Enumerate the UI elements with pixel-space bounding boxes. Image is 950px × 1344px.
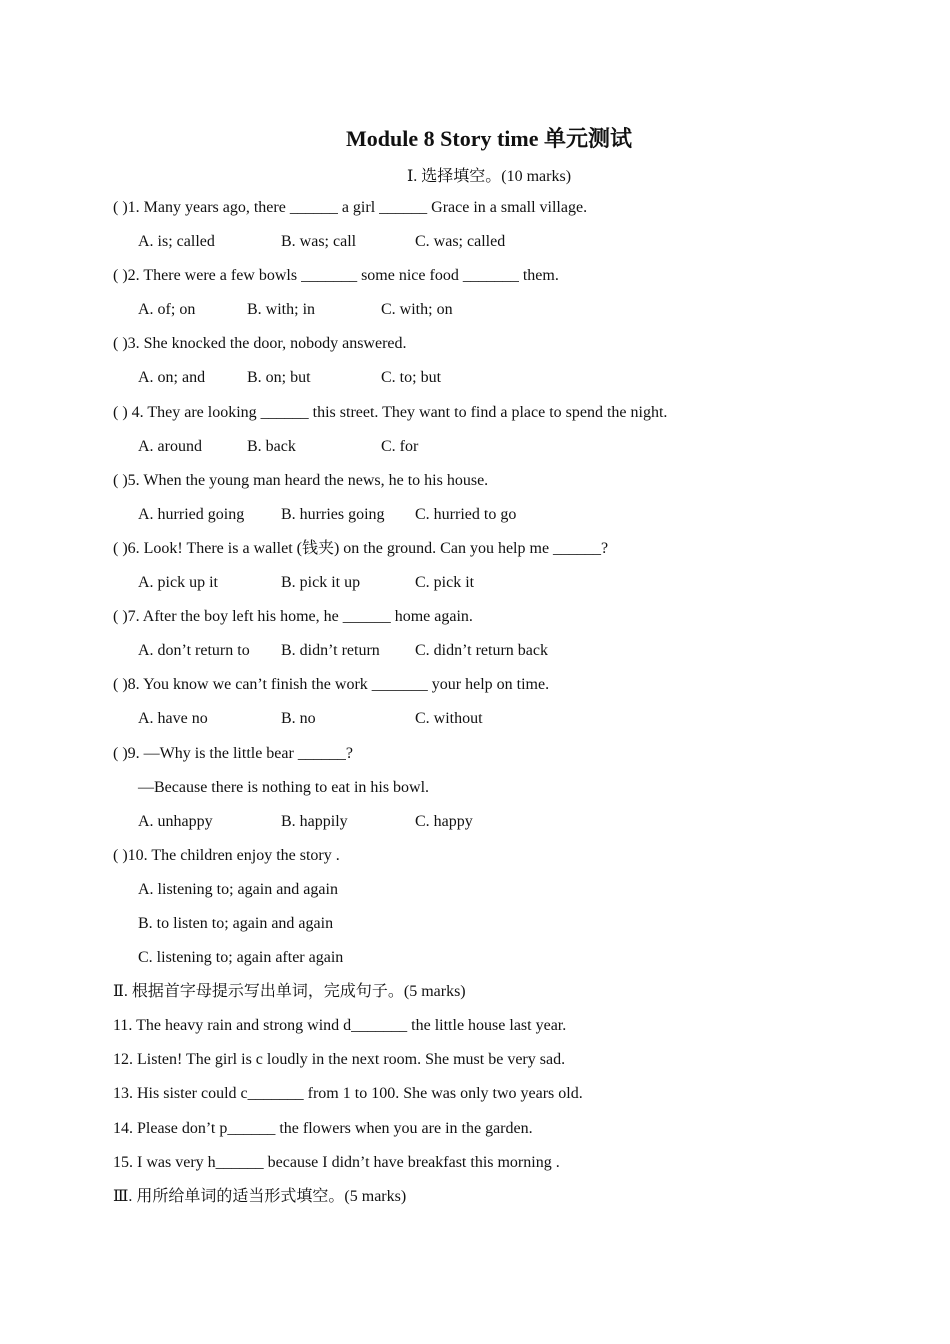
question-3-option-b: B. on; but xyxy=(247,369,311,387)
question-5-option-b: B. hurries going xyxy=(281,505,385,523)
question-9-option-b: B. happily xyxy=(281,812,348,830)
question-8-options xyxy=(113,708,873,742)
question-1-option-c: C. was; called xyxy=(415,233,506,251)
question-2-option-c: C. with; on xyxy=(381,301,453,319)
question-4-stem: ( ) 4. They are looking ______ this street. They want to find a place to spend the night. xyxy=(113,403,668,421)
question-7-option-a: A. don’t return to xyxy=(138,642,250,660)
section-2-item-14: 14. Please don’t p______ the flowers when you are in the garden. xyxy=(113,1119,533,1137)
question-5-options xyxy=(113,504,873,538)
question-8-option-a: A. have no xyxy=(138,710,208,728)
question-7-options xyxy=(113,640,873,674)
question-6-option-c: C. pick it xyxy=(415,574,475,592)
question-3-option-c: C. to; but xyxy=(381,369,442,387)
section-2-item-15: 15. I was very h______ because I didn’t have breakfast this morning . xyxy=(113,1153,560,1171)
question-5-option-c: C. hurried to go xyxy=(415,505,517,523)
question-3-stem: ( )3. She knocked the door, nobody answered. xyxy=(113,335,407,353)
question-9-stem: ( )9. —Why is the little bear ______? xyxy=(113,744,353,762)
question-1-option-a: A. is; called xyxy=(138,233,215,251)
question-4-option-c: C. for xyxy=(381,437,419,455)
section-3-heading: Ⅲ. 用所给单词的适当形式填空。(5 marks) xyxy=(113,1187,407,1205)
question-9-option-a: A. unhappy xyxy=(138,812,213,830)
question-7-stem: ( )7. After the boy left his home, he ______ home again. xyxy=(113,608,473,626)
document-body xyxy=(113,197,873,1220)
question-8-option-b: B. no xyxy=(281,710,316,728)
question-1-options xyxy=(113,231,873,265)
question-3-option-a: A. on; and xyxy=(138,369,206,387)
question-8-option-c: C. without xyxy=(415,710,483,728)
question-7-option-b: B. didn’t return xyxy=(281,642,380,660)
question-6-option-a: A. pick up it xyxy=(138,574,218,592)
question-9-option-c: C. happy xyxy=(415,812,473,830)
question-10-option-c: C. listening to; again after again xyxy=(138,949,344,967)
question-2-option-b: B. with; in xyxy=(247,301,316,319)
question-6-options xyxy=(113,572,873,606)
question-9-reply: —Because there is nothing to eat in his bowl. xyxy=(138,778,430,796)
question-8-stem: ( )8. You know we can’t finish the work _______ your help on time. xyxy=(113,676,550,694)
question-6-stem: ( )6. Look! There is a wallet (钱夹) on the ground. Can you help me ______? xyxy=(113,539,609,557)
question-10-option-a: A. listening to; again and again xyxy=(138,880,338,898)
section-2-item-11: 11. The heavy rain and strong wind d_______ the little house last year. xyxy=(113,1017,567,1035)
question-3-options xyxy=(113,367,873,401)
question-10-stem: ( )10. The children enjoy the story . xyxy=(113,846,340,864)
section-2-item-12: 12. Listen! The girl is c loudly in the next room. She must be very sad. xyxy=(113,1051,566,1069)
question-5-stem: ( )5. When the young man heard the news, he to his house. xyxy=(113,471,489,489)
section-2-heading: Ⅱ. 根据首字母提示写出单词，完成句子。(5 marks) xyxy=(113,983,466,1001)
question-4-option-a: A. around xyxy=(138,437,202,455)
question-7-option-c: C. didn’t return back xyxy=(415,642,549,660)
question-2-option-a: A. of; on xyxy=(138,301,196,319)
question-10-option-b: B. to listen to; again and again xyxy=(138,914,334,932)
question-1-stem: ( )1. Many years ago, there ______ a girl ______ Grace in a small village. xyxy=(113,199,588,216)
question-2-options xyxy=(113,299,873,333)
question-4-option-b: B. back xyxy=(247,437,296,455)
section-2-item-13: 13. His sister could c_______ from 1 to 100. She was only two years old. xyxy=(113,1085,583,1103)
question-9-options xyxy=(113,811,873,845)
page-title: Module 8 Story time 单元测试 xyxy=(346,126,632,151)
question-1-option-b: B. was; call xyxy=(281,233,357,251)
section-1-heading: Ⅰ. 选择填空。(10 marks) xyxy=(406,168,572,185)
question-6-option-b: B. pick it up xyxy=(281,574,361,592)
question-4-options xyxy=(113,436,873,470)
question-5-option-a: A. hurried going xyxy=(138,505,245,523)
question-2-stem: ( )2. There were a few bowls _______ some nice food _______ them. xyxy=(113,267,559,285)
